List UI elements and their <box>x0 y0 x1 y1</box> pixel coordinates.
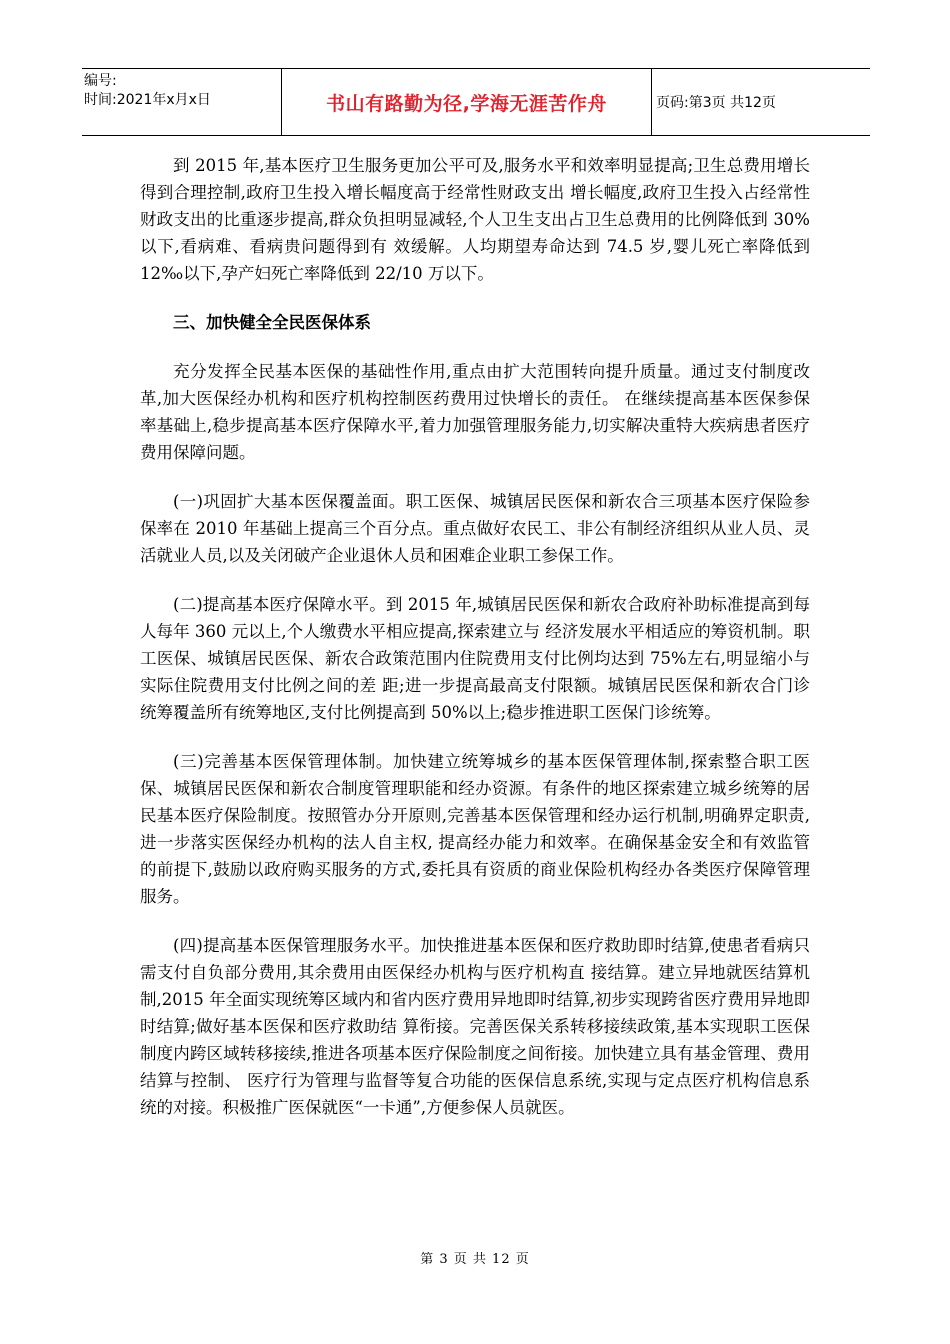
paragraph-goals-2015: 到 2015 年,基本医疗卫生服务更加公平可及,服务水平和效率明显提高;卫生总费用增长得到合理控制,政府卫生投入增长幅度高于经常性财政支出 增长幅度,政府卫生投入占经常性财政支出的比重逐步提高,群众负担明显减轻,个人卫生支出占卫生总费用的比例降低到 30%以下,看病难、看病贵问题得到有 效缓解。人均期望寿命达到 74.5 岁,婴儿死亡率降低到 12‰以下,孕产妇死亡率降低到 22/10 万以下。 <box>140 156 810 283</box>
paragraph-item-1: (一)巩固扩大基本医保覆盖面。职工医保、城镇居民医保和新农合三项基本医疗保险参保率在 2010 年基础上提高三个百分点。重点做好农民工、非公有制经济组织从业人员、灵活就业人员,以及关闭破产企业退休人员和困难企业职工参保工作。 <box>140 492 810 565</box>
header-motto: 书山有路勤为径,学海无涯苦作舟 <box>326 92 607 115</box>
paragraph-item-4: (四)提高基本医保管理服务水平。加快推进基本医保和医疗救助即时结算,使患者看病只需支付自负部分费用,其余费用由医保经办机构与医疗机构直 接结算。建立异地就医结算机制,2015 年全面实现统筹区域内和省内医疗费用异地即时结算,初步实现跨省医疗费用异地即时结算;做好基本医保和医疗救助结 算衔接。完善医保关系转移接续政策,基本实现职工医保制度内跨区域转移接续,推进各项基本医疗保险制度之间衔接。加快建立具有基金管理、费用结算与控制、 医疗行为管理与监督等复合功能的医保信息系统,实现与定点医疗机构信息系统的对接。积极推广医保就医“一卡通”,方便参保人员就医。 <box>140 936 810 1117</box>
page-header <box>82 68 870 136</box>
paragraph-item-3: (三)完善基本医保管理体制。加快建立统筹城乡的基本医保管理体制,探索整合职工医保、城镇居民医保和新农合制度管理职能和经办资源。有条件的地区探索建立城乡统筹的居民基本医疗保险制度。按照管办分开原则,完善基本医保管理和经办运行机制,明确界定职责,进一步落实医保经办机构的法人自主权, 提高经办能力和效率。在确保基金安全和有效监管的前提下,鼓励以政府购买服务的方式,委托具有资质的商业保险机构经办各类医疗保障管理服务。 <box>140 752 810 906</box>
document-number-label: 编号: <box>84 73 117 89</box>
paragraph-item-2: (二)提高基本医疗保障水平。到 2015 年,城镇居民医保和新农合政府补助标准提高到每人每年 360 元以上,个人缴费水平相应提高,探索建立与 经济发展水平相适应的筹资机制。职工医保、城镇居民医保、新农合政策范围内住院费用支付比例均达到 75%左右,明显缩小与实际住院费用支付比例之间的差 距;进一步提高最高支付限额。城镇居民医保和新农合门诊统筹覆盖所有统筹地区,支付比例提高到 50%以上;稳步推进职工医保门诊统筹。 <box>140 595 810 722</box>
section-heading: 三、加快健全全民医保体系 <box>173 313 371 332</box>
document-date-label: 时间:2021年x月x日 <box>84 92 211 108</box>
paragraph-intro: 充分发挥全民基本医保的基础性作用,重点由扩大范围转向提升质量。通过支付制度改革,加大医保经办机构和医疗机构控制医药费用过快增长的责任。 在继续提高基本医保参保率基础上,稳步提高基本医疗保障水平,着力加强管理服务能力,切实解决重特大疾病患者医疗费用保障问题。 <box>140 362 810 462</box>
header-motto-cell <box>282 69 652 135</box>
document-body <box>140 152 810 1121</box>
header-meta <box>82 69 282 135</box>
header-page-info: 页码:第3页 共12页 <box>656 95 776 111</box>
page-footer: 第 3 页 共 12 页 <box>420 1252 530 1267</box>
